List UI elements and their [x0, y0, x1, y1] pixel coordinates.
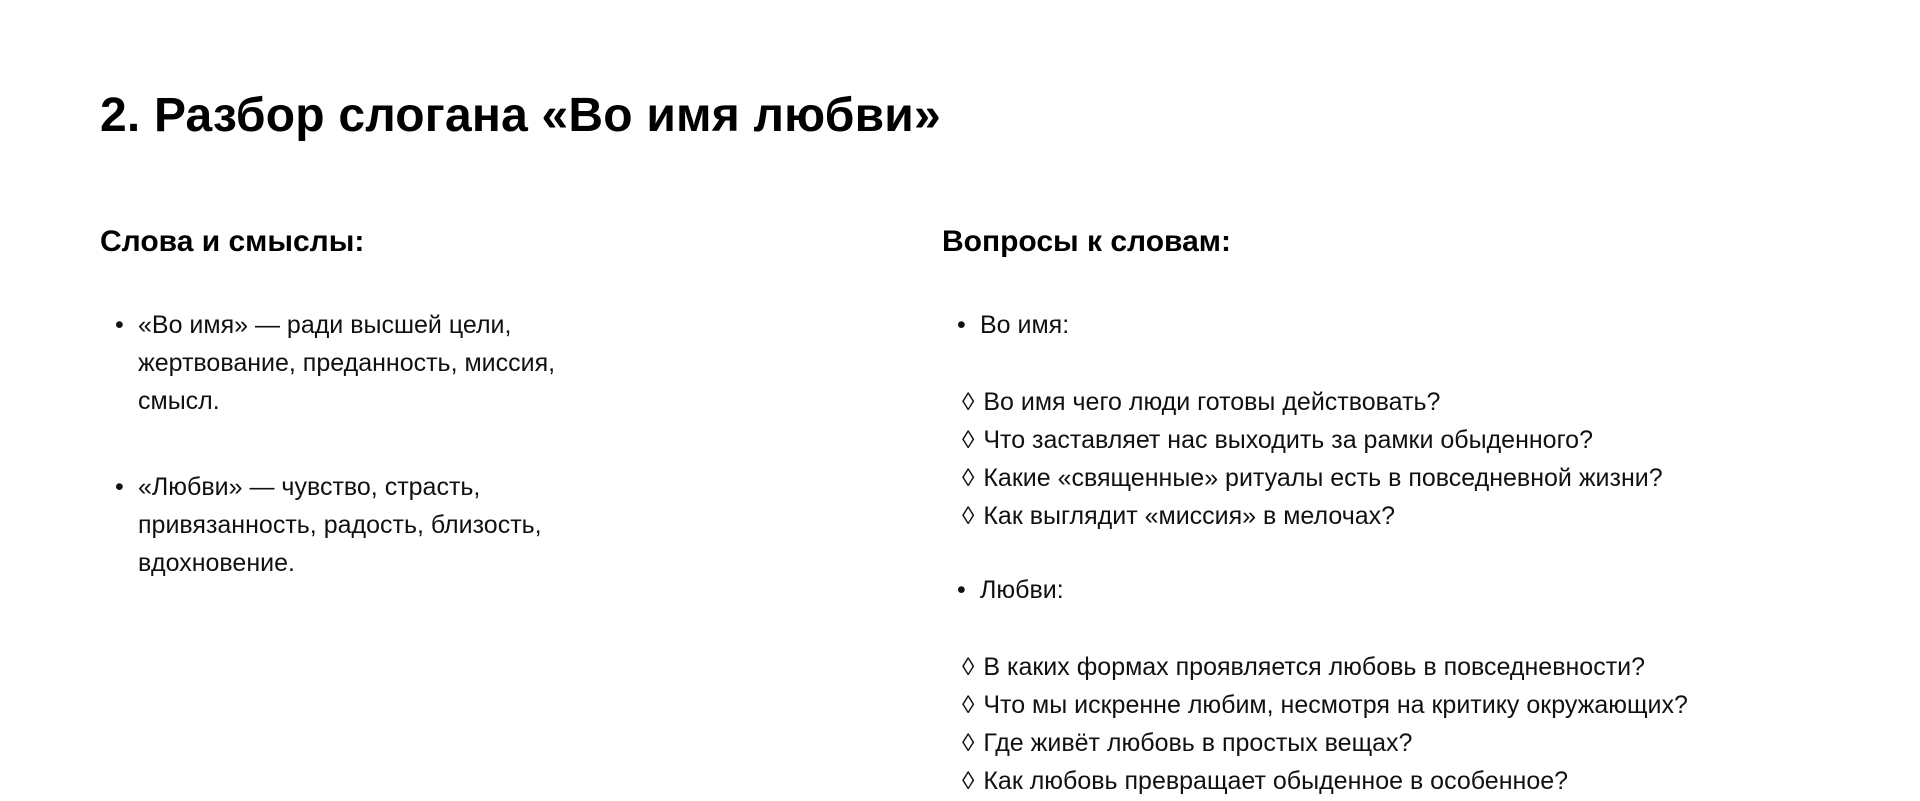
question-item	[962, 762, 1842, 800]
list-item	[100, 306, 620, 420]
group-label-row	[942, 306, 1842, 344]
diamond-icon: ◊	[962, 767, 975, 795]
page-title: 2. Разбор слогана «Во имя любви»	[100, 89, 941, 142]
diamond-icon: ◊	[962, 691, 975, 719]
bullet-icon: •	[115, 473, 124, 501]
diamond-icon: ◊	[962, 426, 975, 454]
question-item	[962, 459, 1842, 497]
diamond-icon: ◊	[962, 729, 975, 757]
question-text: Что мы искренне любим, несмотря на критику окружающих?	[983, 691, 1688, 719]
left-column	[100, 224, 620, 582]
question-item	[962, 724, 1842, 762]
list-item-text: «Любви» — чувство, страсть, привязанность, радость, близость, вдохновение.	[138, 473, 542, 577]
bullet-icon: •	[957, 576, 966, 604]
list-item	[100, 468, 620, 582]
question-item	[962, 421, 1842, 459]
question-group-vo-imya	[942, 306, 1842, 535]
question-item	[962, 648, 1842, 686]
bullet-icon: •	[115, 311, 124, 339]
diamond-icon: ◊	[962, 464, 975, 492]
bullet-icon: •	[957, 311, 966, 339]
question-item	[962, 383, 1842, 421]
group-label: Любви:	[980, 576, 1064, 604]
diamond-icon: ◊	[962, 653, 975, 681]
left-column-heading: Слова и смыслы:	[100, 225, 365, 258]
question-item	[962, 686, 1842, 724]
question-group-lyubvi	[942, 571, 1842, 800]
question-text: Что заставляет нас выходить за рамки обыденного?	[983, 426, 1593, 454]
question-text: Как выглядит «миссия» в мелочах?	[983, 502, 1396, 530]
question-text: Какие «священные» ритуалы есть в повседневной жизни?	[983, 464, 1663, 492]
words-meanings-list	[100, 306, 620, 582]
question-item	[962, 497, 1842, 535]
question-list	[942, 648, 1842, 800]
question-text: Во имя чего люди готовы действовать?	[983, 388, 1441, 416]
group-label-row	[942, 571, 1842, 609]
diamond-icon: ◊	[962, 388, 975, 416]
group-label: Во имя:	[980, 311, 1070, 339]
question-list	[942, 383, 1842, 535]
right-column-heading: Вопросы к словам:	[942, 225, 1231, 258]
right-column	[942, 224, 1842, 800]
question-text: Как любовь превращает обыденное в особенное?	[983, 767, 1569, 795]
question-text: В каких формах проявляется любовь в повседневности?	[983, 653, 1646, 681]
list-item-text: «Во имя» — ради высшей цели, жертвование, преданность, миссия, смысл.	[138, 311, 556, 415]
question-text: Где живёт любовь в простых вещах?	[983, 729, 1413, 757]
diamond-icon: ◊	[962, 502, 975, 530]
